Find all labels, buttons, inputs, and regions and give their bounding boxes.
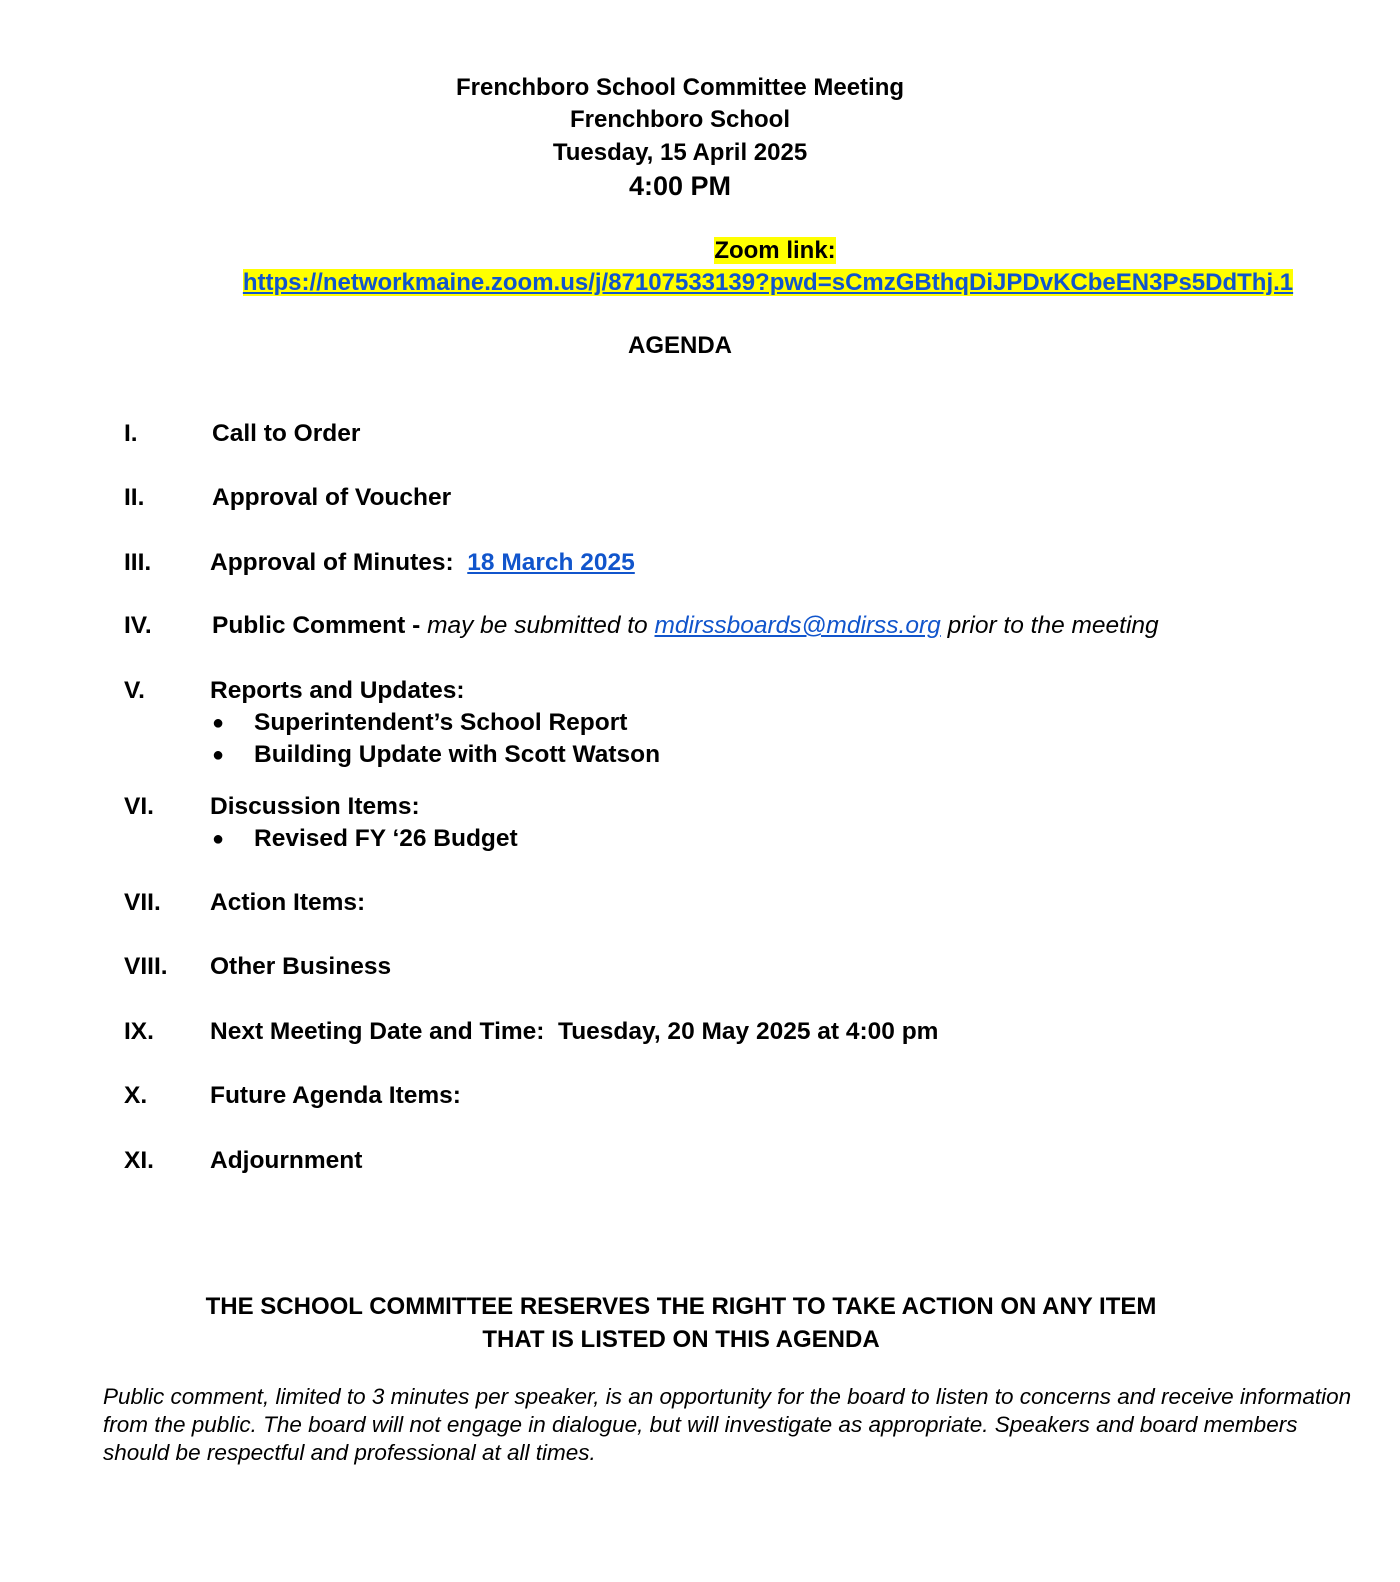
action-notice-line2: THAT IS LISTED ON THIS AGENDA [482, 1326, 880, 1353]
item-label: Reports and Updates: [210, 677, 465, 704]
item-label-row [210, 547, 635, 579]
item-number: IX. [124, 1018, 154, 1045]
bullet-icon: ● [212, 828, 225, 850]
item-number: X. [124, 1082, 148, 1109]
bullet-icon: ● [212, 712, 225, 734]
item-number: III. [124, 549, 152, 576]
meeting-location: Frenchboro School [569, 106, 790, 133]
zoom-url-row [88, 267, 1400, 299]
item-label: Future Agenda Items: [210, 1082, 461, 1109]
minutes-link[interactable]: 18 March 2025 [467, 549, 635, 576]
bullet-text: Superintendent’s School Report [254, 709, 628, 736]
item-label-row [212, 610, 1159, 642]
bullet-icon: ● [212, 744, 225, 766]
item-label: Next Meeting Date and Time: Tuesday, 20 May 2025 at 4:00 pm [210, 1018, 939, 1045]
meeting-date: Tuesday, 15 April 2025 [552, 139, 808, 166]
bullet-text: Building Update with Scott Watson [254, 741, 661, 768]
zoom-link[interactable]: https://networkmaine.zoom.us/j/87107533139?pwd=sCmzGBthqDiJPDvKCbeEN3Ps5DdThj.1 [242, 269, 1294, 296]
item-label: Adjournment [210, 1147, 363, 1174]
zoom-label: Zoom link: [714, 237, 836, 264]
item-label: Public Comment - [212, 612, 421, 639]
item-number: XI. [124, 1147, 154, 1174]
comment-note [427, 612, 1159, 639]
comment-note-after: prior to the meeting [947, 612, 1159, 639]
email-link[interactable]: mdirssboards@mdirss.org [654, 612, 941, 639]
item-number: VIII. [124, 953, 168, 980]
item-number: VI. [124, 793, 154, 820]
item-label: Approval of Minutes: [210, 549, 454, 576]
item-label: Approval of Voucher [212, 484, 452, 511]
item-number: IV. [124, 612, 152, 639]
item-number: VII. [124, 889, 161, 916]
action-notice-line1: THE SCHOOL COMMITTEE RESERVES THE RIGHT TO TAKE ACTION ON ANY ITEM [205, 1293, 1157, 1320]
agenda-heading: AGENDA [627, 332, 732, 359]
item-number: V. [124, 677, 145, 704]
item-label: Other Business [210, 953, 392, 980]
meeting-title: Frenchboro School Committee Meeting [455, 74, 905, 101]
bullet-text: Revised FY ‘26 Budget [254, 825, 518, 852]
comment-note-before: may be submitted to [427, 612, 648, 639]
zoom-label-row [95, 235, 1400, 267]
item-number: II. [124, 484, 145, 511]
meeting-time: 4:00 PM [628, 171, 732, 201]
item-label: Action Items: [210, 889, 366, 916]
public-comment-footnote: Public comment, limited to 3 minutes per speaker, is an opportunity for the board to listen to concerns and receive information from the public. The board will not engage in dialogue, but will investigate as appropriate. Speakers and board members should be respectful and professional at all times. [103, 1384, 1352, 1465]
item-label: Discussion Items: [210, 793, 420, 820]
item-label: Call to Order [212, 420, 361, 447]
item-number: I. [124, 420, 138, 447]
